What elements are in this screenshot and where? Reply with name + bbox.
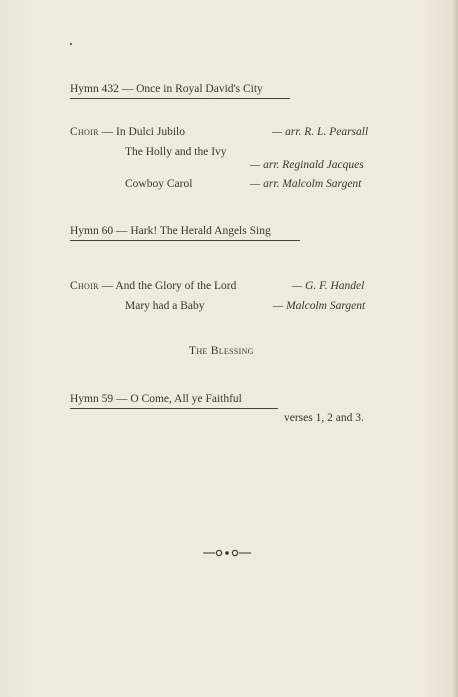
verses-note: verses 1, 2 and 3. — [284, 412, 364, 424]
hymn-60-heading: Hymn 60 — Hark! The Herald Angels Sing — [70, 225, 300, 241]
arranger-sargent: — arr. Malcolm Sargent — [250, 178, 362, 190]
blessing-heading: The Blessing — [189, 345, 254, 357]
choir-item-glory-of-the-lord — [70, 280, 236, 292]
page-edge-shadow — [452, 0, 458, 697]
choir-item-in-dulci-jubilo — [70, 126, 185, 138]
choir-item-cowboy-carol: Cowboy Carol — [125, 178, 193, 190]
composer-handel: — G. F. Handel — [292, 280, 365, 292]
arranger-jacques: — arr. Reginald Jacques — [250, 159, 364, 171]
arranger-pearsall: — arr. R. L. Pearsall — [272, 126, 369, 138]
hymn-59-heading: Hymn 59 — O Come, All ye Faithful — [70, 393, 278, 409]
choir-item-title: — In Dulci Jubilo — [101, 126, 185, 138]
choir-item-holly-ivy: The Holly and the Ivy — [125, 146, 227, 158]
choir-label: Choir — [70, 126, 99, 138]
hymn-432-heading: Hymn 432 — Once in Royal David's City — [70, 83, 290, 99]
choir-item-title: — And the Glory of the Lord — [101, 280, 237, 292]
composer-sargent: — Malcolm Sargent — [273, 300, 366, 312]
decorative-ornament-icon — [203, 548, 251, 558]
choir-label: Choir — [70, 280, 99, 292]
choir-item-mary-had-a-baby: Mary had a Baby — [125, 300, 205, 312]
paper-speck — [70, 43, 72, 45]
